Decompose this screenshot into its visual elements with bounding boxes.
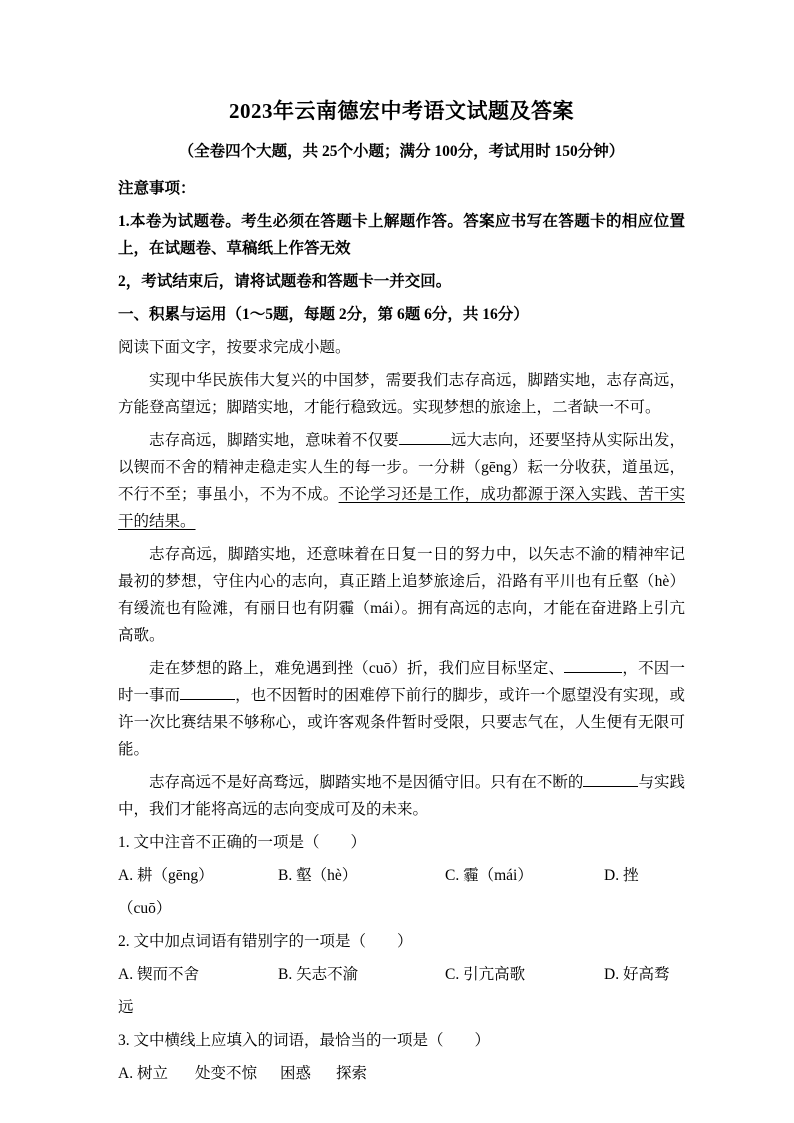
option-item: 困惑	[280, 1065, 312, 1082]
passage-text: ，不因一时一事而	[118, 660, 685, 704]
notice-list	[118, 208, 685, 295]
passage-paragraph	[118, 427, 685, 535]
option-item: B. 壑（hè）	[278, 867, 358, 884]
passage-paragraph	[118, 367, 685, 421]
question-list	[118, 829, 685, 1087]
reading-passage	[118, 367, 685, 823]
fill-in-blank	[583, 772, 638, 787]
passage-paragraph	[118, 655, 685, 763]
question-stem: 2. 文中加点词语有错别字的一项是（ ）	[118, 933, 413, 950]
passage-text: 走在梦想的路上，难免遇到挫（cuō）折，我们应目标坚定、	[149, 660, 565, 677]
option-item: A. 锲而不舍	[118, 966, 199, 983]
option-item: 处变不惊	[195, 1065, 258, 1082]
notice-heading: 注意事项：	[118, 180, 196, 197]
section-heading: 一、积累与运用（1～5题，每题 2分，第 6题 6分，共 16分）	[118, 306, 529, 323]
option-item: A. 耕（gēng）	[118, 867, 214, 884]
fill-in-blank	[180, 685, 235, 700]
notice-item: 2，考试结束后，请将试题卷和答题卡一并交回。	[118, 273, 452, 290]
underlined-sentence: 不论学习还是工作，成功都源于深入实践、苦干实干的结果。	[118, 486, 685, 530]
fill-in-blank	[564, 658, 622, 673]
option-item: D. 好高骛	[604, 966, 670, 983]
option-item: A. 树立	[118, 1065, 168, 1082]
passage-text: 远大志向，还要坚持从实际出发，以锲而不舍的精神走稳走实人生的每一步。一分耕（gēng）耘一分收获，道虽远，不行不至；事虽小，不为不成。	[118, 432, 685, 503]
options-row	[118, 862, 685, 889]
option-item: 探索	[336, 1065, 368, 1082]
options-inline-row	[118, 1060, 685, 1087]
option-item: C. 引亢高歌	[445, 966, 526, 983]
notice-item: 1.本卷为试题卷。考生必须在答题卡上解题作答。答案应书写在答题卡的相应位置上，在试题卷、草稿纸上作答无效	[118, 213, 685, 257]
passage-paragraph	[118, 541, 685, 649]
page-title: 2023年云南德宏中考语文试题及答案	[229, 99, 574, 123]
passage-paragraph	[118, 769, 685, 823]
option-wrap-line: 远	[118, 999, 134, 1016]
passage-text: ，也不因暂时的困难停下前行的脚步，或许一个愿望没有实现，或许一次比赛结果不够称心，或许客观条件暂时受限，只要志气在，人生便有无限可能。	[118, 687, 685, 758]
option-item: D. 挫	[604, 867, 639, 884]
reading-prompt: 阅读下面文字，按要求完成小题。	[118, 339, 351, 356]
passage-text: 志存高远，脚踏实地，还意味着在日复一日的努力中，以矢志不渝的精神牢记最初的梦想，守住内心的志向，真正踏上追梦旅途后，沿路有平川也有丘壑（hè）有缓流也有险滩，有丽日也有阴霾（mái）。拥有高远的志向，才能在奋进路上引亢高歌。	[118, 546, 685, 644]
question-stem: 1. 文中注音不正确的一项是（ ）	[118, 834, 367, 851]
passage-text: 与实践中，我们才能将高远的志向变成可及的未来。	[118, 774, 685, 818]
passage-text: 实现中华民族伟大复兴的中国梦，需要我们志存高远，脚踏实地，志存高远，方能登高望远；脚踏实地，才能行稳致远。实现梦想的旅途上，二者缺一不可。	[118, 372, 685, 416]
option-item: B. 矢志不渝	[278, 966, 359, 983]
options-row	[118, 961, 685, 988]
passage-text: 志存高远不是好高骛远，脚踏实地不是因循守旧。只有在不断的	[149, 774, 584, 791]
option-item: C. 霾（mái）	[445, 867, 533, 884]
option-wrap-line: （cuō）	[118, 900, 172, 917]
fill-in-blank	[399, 430, 451, 445]
question-stem: 3. 文中横线上应填入的词语，最恰当的一项是（ ）	[118, 1032, 491, 1049]
exam-meta-subtitle: （全卷四个大题，共 25个小题；满分 100分，考试用时 150分钟）	[178, 143, 625, 160]
passage-text: 志存高远，脚踏实地，意味着不仅要	[149, 432, 399, 449]
